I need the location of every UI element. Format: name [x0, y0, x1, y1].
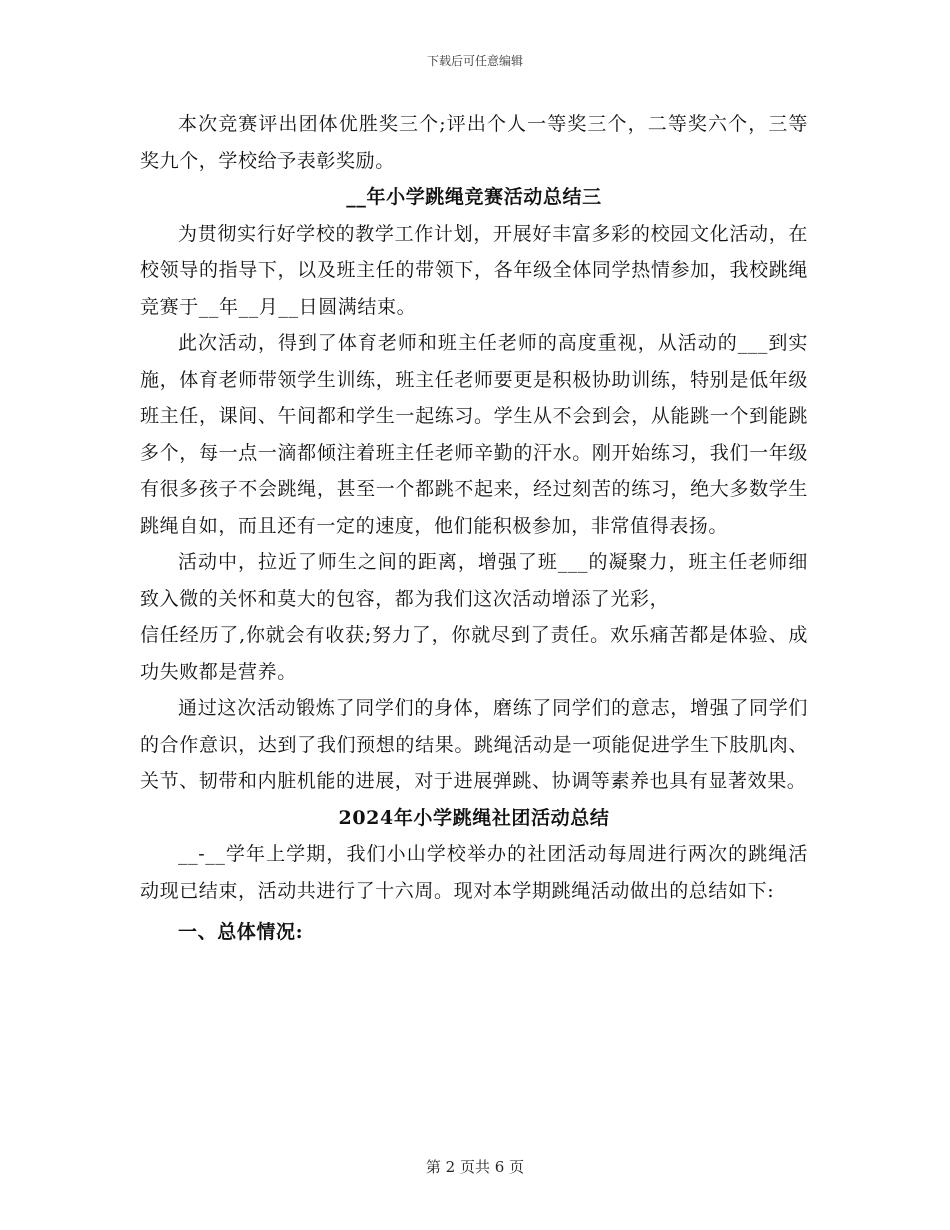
- paragraph-training: 此次活动，得到了体育老师和班主任老师的高度重视，从活动的___到实施，体育老师带领学生训练，班主任老师要更是积极协助训练，特别是低年级班主任，课间、午间都和学生一起练习。学生从不会到会，从能跳一个到能跳多个，每一点一滴都倾注着班主任老师辛勤的汗水。刚开始练习，我们一年级有很多孩子不会跳绳，甚至一个都跳不起来，经过刻苦的练习，绝大多数学生跳绳自如，而且还有一定的速度，他们能积极参加，非常值得表扬。: [140, 332, 808, 537]
- subsection-title-overview: 一、总体情况:: [178, 921, 304, 943]
- paragraph-club-intro: __-__学年上学期，我们小山学校举办的社团活动每周进行两次的跳绳活动现已结束，活动共进行了十六周。现对本学期跳绳活动做出的总结如下:: [140, 843, 808, 902]
- paragraph-awards: 本次竞赛评出团体优胜奖三个;评出个人一等奖三个，二等奖六个，三等奖九个，学校给予表彰奖励。: [140, 113, 808, 172]
- paragraph-outcome: 通过这次活动锻炼了同学们的身体，磨练了同学们的意志，增强了同学们的合作意识，达到了我们预想的结果。跳绳活动是一项能促进学生下肢肌肉、关节、韧带和内脏机能的进展，对于进展弹跳、协调等素养也具有显著效果。: [140, 697, 808, 792]
- paragraph-teacher-student: 活动中，拉近了师生之间的距离，增强了班___的凝聚力，班主任老师细致入微的关怀和莫大的包容，都为我们这次活动增添了光彩，: [140, 551, 808, 610]
- section-title-club-summary: 2024年小学跳绳社团活动总结: [338, 806, 610, 829]
- document-body: [140, 106, 808, 951]
- paragraph-experience: 信任经历了,你就会有收获;努力了，你就尽到了责任。欢乐痛苦都是体验、成功失败都是营养。: [140, 624, 808, 683]
- header-note: 下载后可任意编辑: [426, 54, 523, 68]
- paragraph-intro: 为贯彻实行好学校的教学工作计划，开展好丰富多彩的校园文化活动，在校领导的指导下，以及班主任的带领下，各年级全体同学热情参加，我校跳绳竞赛于__年__月__日圆满结束。: [140, 222, 808, 318]
- page-number: 第 2 页共 6 页: [425, 1158, 525, 1176]
- section-title-competition-summary: __年小学跳绳竞赛活动总结三: [346, 186, 602, 208]
